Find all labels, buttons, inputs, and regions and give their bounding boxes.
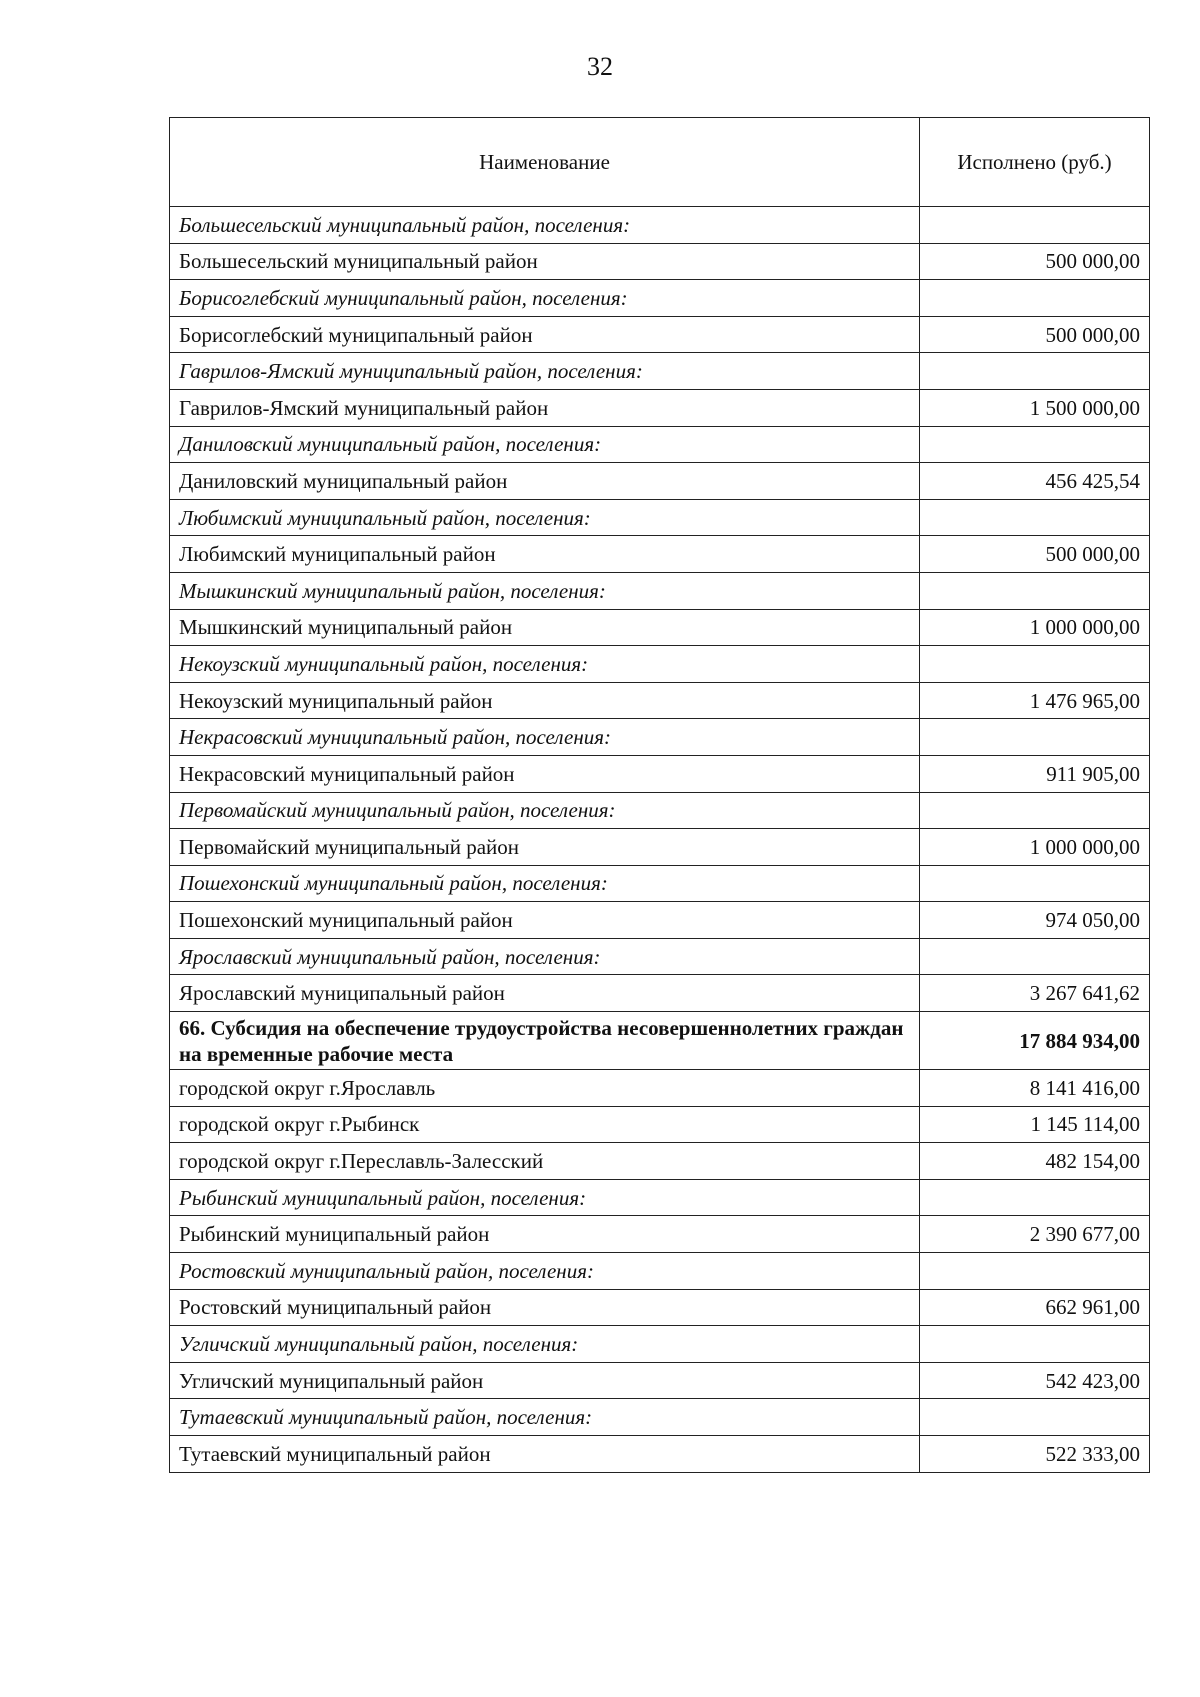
- row-name: Рыбинский муниципальный район, поселения:: [170, 1179, 920, 1216]
- row-amount: 17 884 934,00: [920, 1012, 1150, 1070]
- row-name: Тутаевский муниципальный район, поселения:: [170, 1399, 920, 1436]
- table-row: [170, 316, 1150, 353]
- row-amount: 1 000 000,00: [920, 609, 1150, 646]
- row-amount: [920, 646, 1150, 683]
- group-header-row: [170, 572, 1150, 609]
- row-amount: 500 000,00: [920, 243, 1150, 280]
- group-header-row: [170, 1399, 1150, 1436]
- table-row: [170, 975, 1150, 1012]
- table-row: [170, 1436, 1150, 1473]
- row-name: Ростовский муниципальный район: [170, 1289, 920, 1326]
- table-row: [170, 682, 1150, 719]
- budget-table: [169, 117, 1150, 1473]
- row-name: Первомайский муниципальный район: [170, 829, 920, 866]
- row-name: Любимский муниципальный район, поселения:: [170, 499, 920, 536]
- table-row: [170, 1106, 1150, 1143]
- group-header-row: [170, 1253, 1150, 1290]
- row-name: Рыбинский муниципальный район: [170, 1216, 920, 1253]
- group-header-row: [170, 938, 1150, 975]
- row-amount: 911 905,00: [920, 755, 1150, 792]
- row-amount: [920, 426, 1150, 463]
- page-number: 32: [587, 52, 613, 81]
- row-name: Пошехонский муниципальный район, поселения:: [170, 865, 920, 902]
- section-row: [170, 1012, 1150, 1070]
- row-name: Угличский муниципальный район, поселения:: [170, 1326, 920, 1363]
- row-amount: 2 390 677,00: [920, 1216, 1150, 1253]
- group-header-row: [170, 1179, 1150, 1216]
- row-name: Некоузский муниципальный район: [170, 682, 920, 719]
- row-amount: [920, 499, 1150, 536]
- row-amount: 3 267 641,62: [920, 975, 1150, 1012]
- row-amount: 974 050,00: [920, 902, 1150, 939]
- row-amount: [920, 1399, 1150, 1436]
- row-name: Даниловский муниципальный район, поселения:: [170, 426, 920, 463]
- row-amount: 456 425,54: [920, 463, 1150, 500]
- row-amount: 482 154,00: [920, 1143, 1150, 1180]
- table-body: [170, 207, 1150, 1473]
- table-row: [170, 1143, 1150, 1180]
- row-name: Большесельский муниципальный район: [170, 243, 920, 280]
- table-header-row: [170, 118, 1150, 207]
- group-header-row: [170, 719, 1150, 756]
- row-name: Борисоглебский муниципальный район: [170, 316, 920, 353]
- table-row: [170, 463, 1150, 500]
- row-amount: [920, 792, 1150, 829]
- group-header-row: [170, 646, 1150, 683]
- row-name: Любимский муниципальный район: [170, 536, 920, 573]
- row-amount: [920, 572, 1150, 609]
- row-name: Гаврилов-Ямский муниципальный район, поселения:: [170, 353, 920, 390]
- row-name: Ростовский муниципальный район, поселения:: [170, 1253, 920, 1290]
- row-amount: 662 961,00: [920, 1289, 1150, 1326]
- row-amount: [920, 1179, 1150, 1216]
- group-header-row: [170, 792, 1150, 829]
- table-row: [170, 1362, 1150, 1399]
- table-row: [170, 536, 1150, 573]
- row-name: Мышкинский муниципальный район, поселения:: [170, 572, 920, 609]
- row-amount: [920, 280, 1150, 317]
- row-amount: 1 500 000,00: [920, 389, 1150, 426]
- row-amount: 500 000,00: [920, 536, 1150, 573]
- row-amount: [920, 865, 1150, 902]
- row-name: городской округ г.Рыбинск: [170, 1106, 920, 1143]
- row-amount: 500 000,00: [920, 316, 1150, 353]
- row-name: городской округ г.Ярославль: [170, 1070, 920, 1107]
- row-amount: 522 333,00: [920, 1436, 1150, 1473]
- group-header-row: [170, 207, 1150, 244]
- column-header-name: Наименование: [170, 118, 920, 207]
- group-header-row: [170, 1326, 1150, 1363]
- group-header-row: [170, 426, 1150, 463]
- row-amount: [920, 719, 1150, 756]
- table-row: [170, 755, 1150, 792]
- table-row: [170, 609, 1150, 646]
- table-row: [170, 389, 1150, 426]
- row-amount: 542 423,00: [920, 1362, 1150, 1399]
- row-amount: [920, 207, 1150, 244]
- table-row: [170, 1289, 1150, 1326]
- row-name: Ярославский муниципальный район, поселения:: [170, 938, 920, 975]
- row-amount: [920, 938, 1150, 975]
- row-name: Некоузский муниципальный район, поселения:: [170, 646, 920, 683]
- row-name: Борисоглебский муниципальный район, поселения:: [170, 280, 920, 317]
- row-name: городской округ г.Переславль-Залесский: [170, 1143, 920, 1180]
- row-name: Тутаевский муниципальный район: [170, 1436, 920, 1473]
- table-row: [170, 1216, 1150, 1253]
- table-row: [170, 1070, 1150, 1107]
- group-header-row: [170, 353, 1150, 390]
- row-name: Пошехонский муниципальный район: [170, 902, 920, 939]
- row-amount: 8 141 416,00: [920, 1070, 1150, 1107]
- row-amount: 1 000 000,00: [920, 829, 1150, 866]
- group-header-row: [170, 499, 1150, 536]
- row-amount: 1 145 114,00: [920, 1106, 1150, 1143]
- row-name: Мышкинский муниципальный район: [170, 609, 920, 646]
- group-header-row: [170, 280, 1150, 317]
- table-row: [170, 243, 1150, 280]
- table-row: [170, 902, 1150, 939]
- row-name: Угличский муниципальный район: [170, 1362, 920, 1399]
- column-header-amount: Исполнено (руб.): [920, 118, 1150, 207]
- row-amount: [920, 1326, 1150, 1363]
- row-amount: 1 476 965,00: [920, 682, 1150, 719]
- row-name: Большесельский муниципальный район, поселения:: [170, 207, 920, 244]
- row-name: 66. Субсидия на обеспечение трудоустройства несовершеннолетних граждан на временные рабочие места: [170, 1012, 920, 1070]
- row-amount: [920, 1253, 1150, 1290]
- row-amount: [920, 353, 1150, 390]
- row-name: Гаврилов-Ямский муниципальный район: [170, 389, 920, 426]
- row-name: Первомайский муниципальный район, поселения:: [170, 792, 920, 829]
- table-row: [170, 829, 1150, 866]
- group-header-row: [170, 865, 1150, 902]
- row-name: Некрасовский муниципальный район, поселения:: [170, 719, 920, 756]
- row-name: Даниловский муниципальный район: [170, 463, 920, 500]
- row-name: Ярославский муниципальный район: [170, 975, 920, 1012]
- row-name: Некрасовский муниципальный район: [170, 755, 920, 792]
